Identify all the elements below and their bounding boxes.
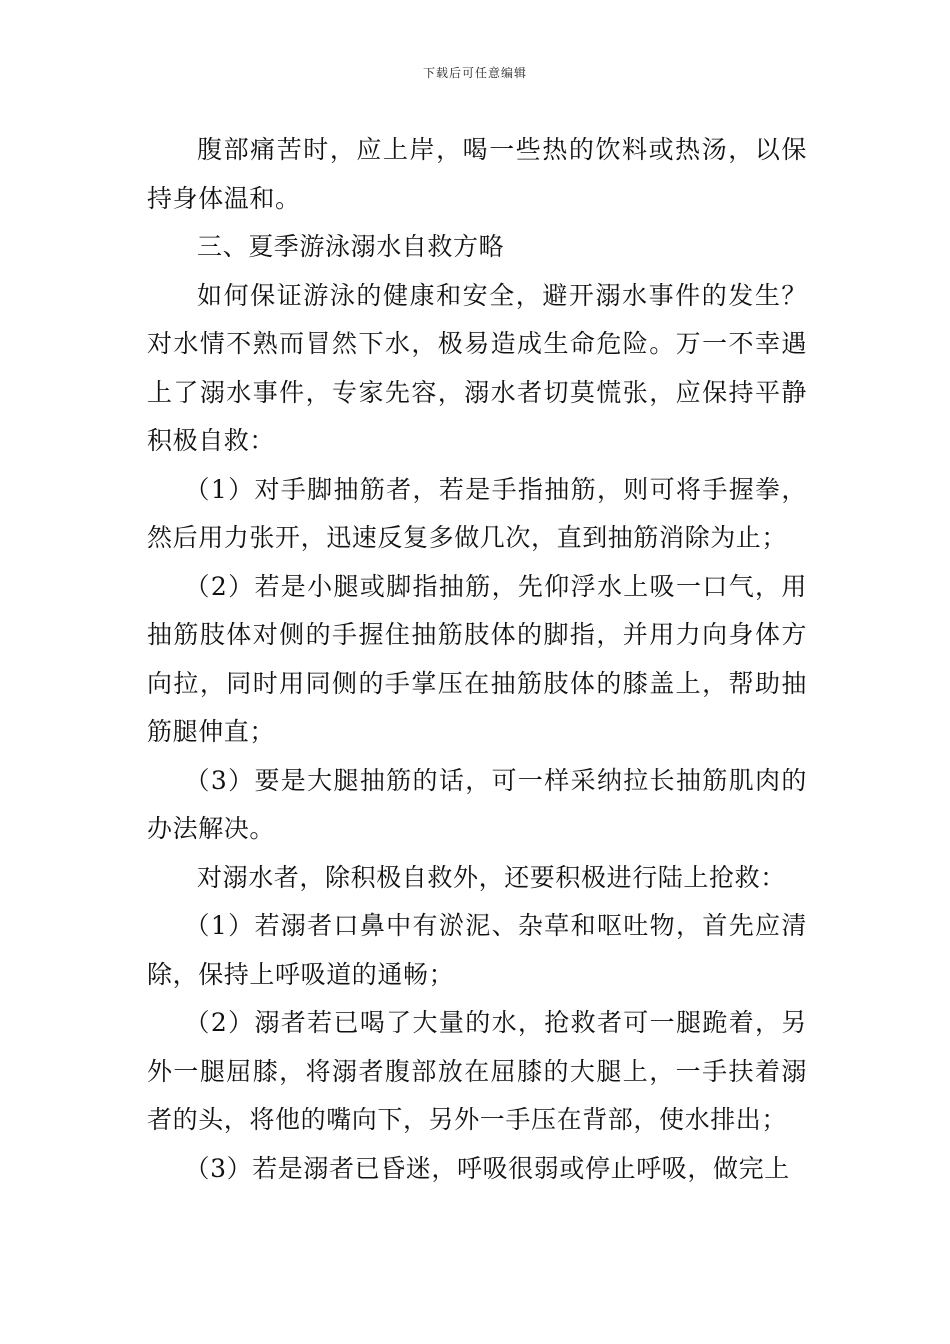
list-item-land-rescue-2: （2）溺者若已喝了大量的水，抢救者可一腿跪着，另外一腿屈膝，将溺者腹部放在屈膝的大腿上，一手扶着溺者的头，将他的嘴向下，另外一手压在背部，使水排出； [147,1008,807,1134]
paragraph-abdominal-pain: 腹部痛苦时，应上岸，喝一些热的饮料或热汤，以保持身体温和。 [147,135,807,213]
paragraph-intro: 如何保证游泳的健康和安全，避开溺水事件的发生？对水情不熟而冒然下水，极易造成生命危险。万一不幸遇上了溺水事件，专家先容，溺水者切莫慌张，应保持平静积极自救： [147,280,807,455]
list-item-land-rescue-3: （3）若是溺者已昏迷，呼吸很弱或停止呼吸，做完上 [184,1153,790,1183]
list-item-self-rescue-2: （2）若是小腿或脚指抽筋，先仰浮水上吸一口气，用抽筋肢体对侧的手握住抽筋肢体的脚指，并用力向身体方向拉，同时用同侧的手掌压在抽筋肢体的膝盖上，帮助抽筋腿伸直； [147,571,807,746]
paragraph-land-rescue: 对溺水者，除积极自救外，还要积极进行陆上抢救： [197,862,786,892]
document-body [147,126,807,1193]
list-item-land-rescue-1: （1）若溺者口鼻中有淤泥、杂草和呕吐物，首先应清除，保持上呼吸道的通畅； [147,911,807,989]
list-item-self-rescue-3: （3）要是大腿抽筋的话，可一样采纳拉长抽筋肌肉的办法解决。 [147,765,807,843]
list-item-self-rescue-1: （1）对手脚抽筋者，若是手指抽筋，则可将手握拳，然后用力张开，迅速反复多做几次，直到抽筋消除为止； [147,474,807,552]
section-heading: 三、夏季游泳溺水自救方略 [197,232,505,261]
page-header: 下载后可任意编辑 [422,66,527,80]
